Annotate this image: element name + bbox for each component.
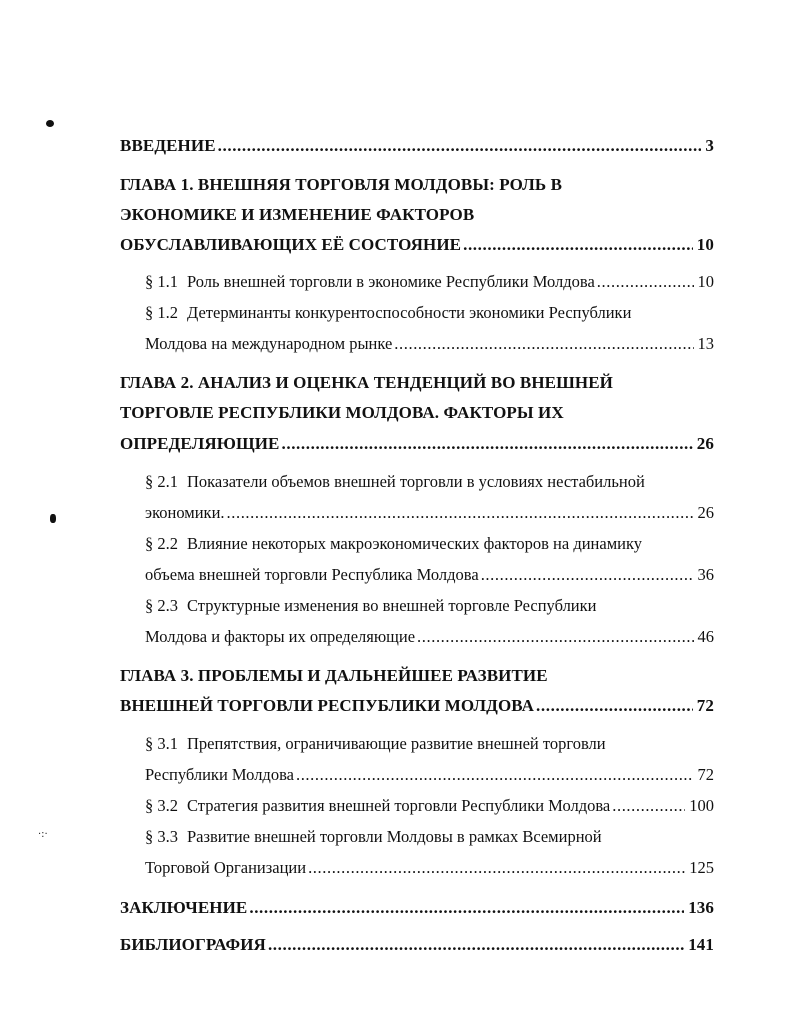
toc-entry-title: ОПРЕДЕЛЯЮЩИЕ (120, 434, 280, 453)
section-title-cont: объема внешней торговли Республика Молдова (145, 565, 479, 584)
section-number: § 2.2 (145, 534, 178, 553)
toc-section-2-3-line1 (145, 598, 597, 615)
dot-leader (597, 274, 694, 291)
toc-entry-title: ЗАКЛЮЧЕНИЕ (120, 898, 248, 917)
section-title: Структурные изменения во внешней торговле Республики (187, 596, 597, 615)
section-number: § 2.3 (145, 596, 178, 615)
section-title: Влияние некоторых макроэкономических факторов на динамику (187, 534, 643, 553)
section-page: 26 (697, 503, 714, 522)
section-title-cont: Торговой Организации (145, 858, 307, 877)
toc-section-3-1-line1 (145, 736, 606, 753)
scan-speck-middle (50, 514, 56, 523)
section-title-cont: Республики Молдова (145, 765, 294, 784)
section-page: 36 (697, 565, 714, 584)
toc-section-1-2-line1 (145, 305, 631, 322)
toc-entry-page: 141 (688, 935, 714, 954)
section-page: 13 (697, 334, 714, 353)
section-number: § 1.2 (145, 303, 178, 322)
toc-chapter3-line1: ГЛАВА 3. ПРОБЛЕМЫ И ДАЛЬНЕЙШЕЕ РАЗВИТИЕ (120, 666, 548, 685)
toc-entry-page: 136 (688, 898, 714, 917)
section-title-cont: Молдова и факторы их определяющие (145, 627, 416, 646)
toc-chapter2-line1: ГЛАВА 2. АНАЛИЗ И ОЦЕНКА ТЕНДЕНЦИЙ ВО ВНЕШНЕЙ (120, 373, 613, 392)
dot-leader (227, 505, 694, 522)
toc-section-1-1 (145, 274, 714, 291)
section-page: 46 (697, 627, 714, 646)
toc-section-3-1 (145, 767, 714, 784)
section-title: Показатели объемов внешней торговли в условиях нестабильной (187, 472, 645, 491)
section-number: § 1.1 (145, 272, 178, 291)
dot-leader (296, 767, 694, 784)
toc-section-2-1-line1 (145, 474, 645, 491)
dot-leader (417, 629, 693, 646)
dot-leader (268, 936, 684, 953)
toc-entry-title: БИБЛИОГРАФИЯ (120, 935, 266, 954)
toc-entry-page: 10 (696, 235, 714, 254)
toc-chapter1-line2: ЭКОНОМИКЕ И ИЗМЕНЕНИЕ ФАКТОРОВ (120, 205, 475, 224)
toc-entry-page: 3 (705, 136, 714, 155)
section-number: § 2.1 (145, 472, 178, 491)
toc-entry-conclusion (120, 899, 714, 916)
section-number: § 3.3 (145, 827, 178, 846)
toc-entry-page: 72 (696, 696, 714, 715)
section-page: 10 (697, 272, 714, 291)
toc-section-1-2 (145, 336, 714, 353)
section-title-cont: Молдова на международном рынке (145, 334, 393, 353)
toc-entry-title: ВВЕДЕНИЕ (120, 136, 216, 155)
toc-entry-bibliography (120, 936, 714, 953)
toc-entry-page: 26 (696, 434, 714, 453)
dot-leader (536, 697, 693, 714)
dot-leader (282, 435, 693, 452)
dot-leader (249, 899, 684, 916)
section-page: 125 (689, 858, 714, 877)
scan-speck-bottom: ·:· (38, 829, 48, 840)
dot-leader (612, 798, 685, 815)
section-title: Детерминанты конкурентоспособности экономики Республики (187, 303, 632, 322)
toc-entry-introduction (120, 137, 714, 154)
toc-section-3-3-line1 (145, 829, 602, 846)
toc-entry-chapter3 (120, 697, 714, 714)
scan-speck-top (46, 120, 54, 127)
toc-entry-chapter1 (120, 236, 714, 253)
toc-section-2-2 (145, 567, 714, 584)
toc-entry-chapter2 (120, 435, 714, 452)
toc-section-2-2-line1 (145, 536, 642, 553)
toc-entry-title: ОБУСЛАВЛИВАЮЩИХ ЕЁ СОСТОЯНИЕ (120, 235, 462, 254)
toc-section-2-1 (145, 505, 714, 522)
section-page: 100 (689, 796, 714, 815)
toc-chapter1-line1: ГЛАВА 1. ВНЕШНЯЯ ТОРГОВЛЯ МОЛДОВЫ: РОЛЬ В (120, 175, 563, 194)
section-title: Препятствия, ограничивающие развитие внешней торговли (187, 734, 606, 753)
dot-leader (308, 860, 685, 877)
dot-leader (218, 137, 702, 154)
toc-section-3-2 (145, 798, 714, 815)
dot-leader (394, 336, 693, 353)
section-page: 72 (697, 765, 714, 784)
dot-leader (481, 567, 694, 584)
section-title-cont: экономики. (145, 503, 225, 522)
toc-entry-title: ВНЕШНЕЙ ТОРГОВЛИ РЕСПУБЛИКИ МОЛДОВА (120, 696, 535, 715)
section-title: Развитие внешней торговли Молдовы в рамках Всемирной (187, 827, 602, 846)
section-number: § 3.2 (145, 796, 178, 815)
toc-section-3-3 (145, 860, 714, 877)
section-number: § 3.1 (145, 734, 178, 753)
dot-leader (463, 236, 693, 253)
section-title: Стратегия развития внешней торговли Республики Молдова (187, 796, 611, 815)
toc-section-2-3 (145, 629, 714, 646)
section-title: Роль внешней торговли в экономике Республики Молдова (187, 272, 595, 291)
toc-chapter2-line2: ТОРГОВЛЕ РЕСПУБЛИКИ МОЛДОВА. ФАКТОРЫ ИХ (120, 403, 564, 422)
